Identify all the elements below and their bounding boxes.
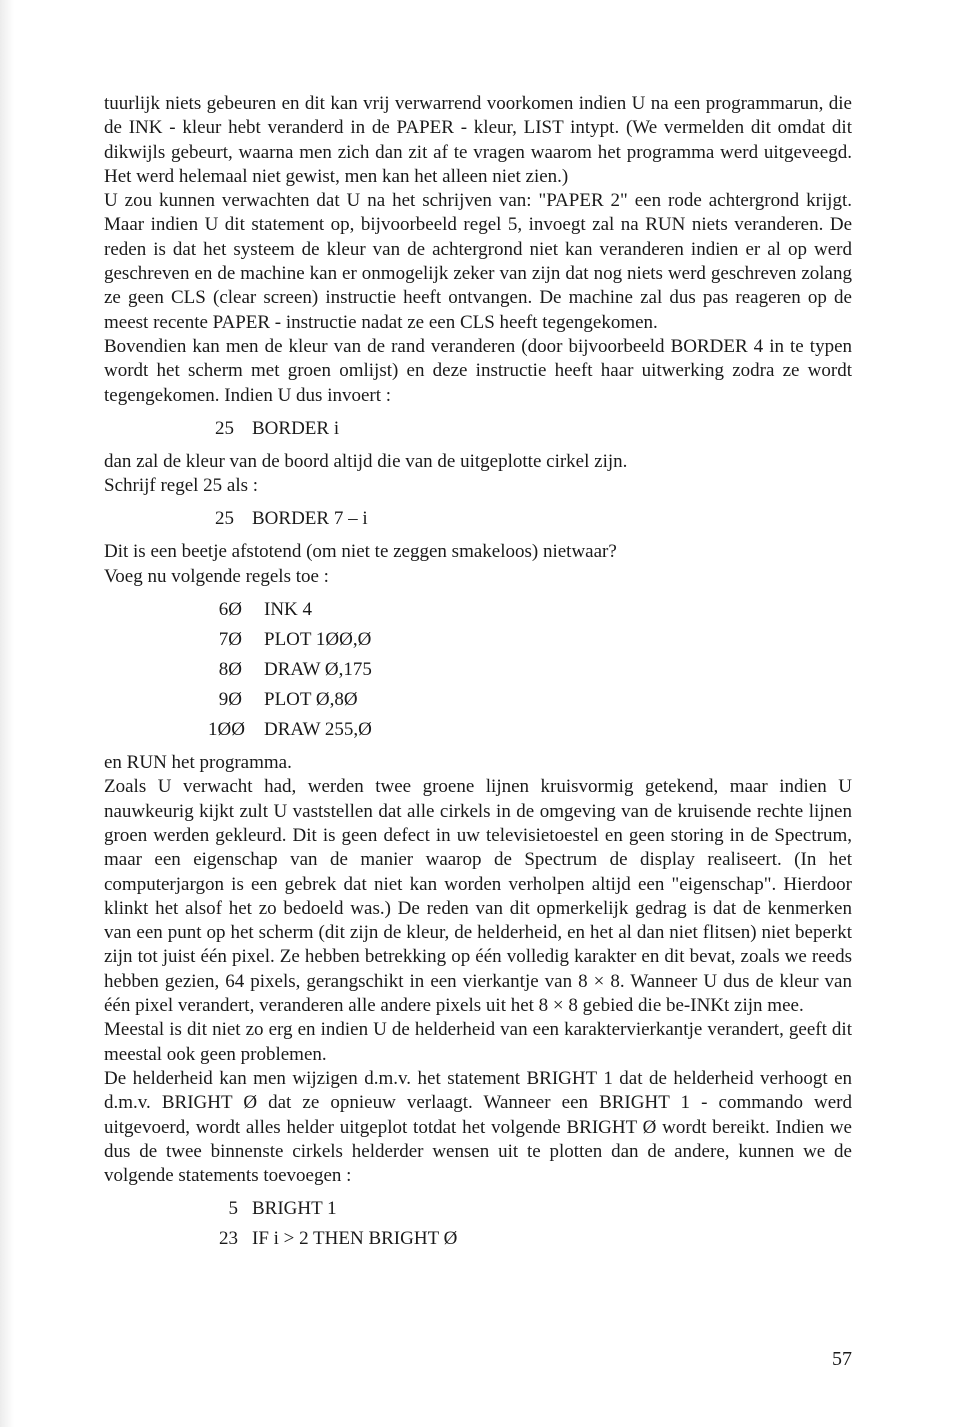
paragraph-2: U zou kunnen verwachten dat U na het schrijven van: "PAPER 2" een rode achtergrond krijgt. Maar indien U dit statement op, bijvoorbeeld regel 5, invoegt zal na RUN niets veranderen. De reden is dat het systeem de kleur van de achtergrond niet kan veranderen indien er al op werd geschreven en de machine kan er onmogelijk zeker van zijn dat nog niets werd geschreven zolang ze geen CLS (clear screen) instructie heeft ontvangen. De machine zal dus pas reageren op de meest recente PAPER - instructie nadat ze een CLS heeft tegengekomen. — [104, 190, 852, 333]
paragraph-5: Schrijf regel 25 als : — [104, 475, 259, 497]
code-line-number: 7Ø — [218, 629, 242, 651]
code-line — [104, 1194, 852, 1224]
code-block-border-7-i — [104, 504, 852, 534]
code-line-text: BORDER 7 – i — [252, 508, 368, 530]
code-block-border-i — [104, 414, 852, 444]
code-line-number: 23 — [219, 1228, 238, 1250]
code-line-number: 1ØØ — [208, 719, 245, 741]
code-line-text: DRAW Ø,175 — [264, 659, 372, 681]
paragraph-8: en RUN het programma. — [104, 752, 292, 774]
code-line-text: DRAW 255,Ø — [264, 719, 372, 741]
code-block-ink-plot-draw — [104, 595, 852, 745]
code-line — [104, 595, 852, 625]
paragraph-4: dan zal de kleur van de boord altijd die van de uitgeplotte cirkel zijn. — [104, 450, 628, 472]
code-line — [104, 625, 852, 655]
paragraph-10: Meestal is dit niet zo erg en indien U de helderheid van een karaktervierkantje verandert, geeft dit meestal ook geen problemen. — [104, 1019, 852, 1065]
code-line-number: 9Ø — [218, 689, 242, 711]
code-line-text: PLOT 1ØØ,Ø — [264, 629, 372, 651]
code-line-text: PLOT Ø,8Ø — [264, 689, 358, 711]
code-line-number: 5 — [228, 1198, 238, 1220]
code-line-text: BRIGHT 1 — [252, 1198, 337, 1220]
code-line-text: IF i > 2 THEN BRIGHT Ø — [252, 1228, 458, 1250]
paragraph-11: De helderheid kan men wijzigen d.m.v. het statement BRIGHT 1 dat de helderheid verhoogt en d.m.v. BRIGHT Ø dat ze opnieuw verlaagt. Wanneer een BRIGHT 1 - commando werd uitgevoerd, wordt alles helder uitgeplot totdat het volgende BRIGHT Ø wordt bereikt. Indien we dus de twee binnenste cirkels helderder wensen uit te plotten dan de andere, kunnen we de volgende statements toevoegen : — [104, 1067, 852, 1187]
code-line — [104, 655, 852, 685]
page-edge-shadow — [0, 0, 14, 1427]
paragraph-9: Zoals U verwacht had, werden twee groene lijnen kruisvormig getekend, maar indien U nauwkeurig kijkt zult U vaststellen dat alle cirkels in de omgeving van de kruisende rechte lijnen groen werden gekleurd. Dit is geen defect in uw televisietoestel en geen storing in de Spectrum, maar een eigenschap van de manier waarop de Spectrum de display realiseert. (In het computerjargon is een gebrek dat niet kan worden verholpen altijd een "eigenschap". Hierdoor klinkt het alsof het zo bedoeld was.) De reden van dit opmerkelijk gedrag is dat de kenmerken van een punt op het scherm (dit zijn de kleur, de helderheid, en het al dan niet flitsen) niet beperkt zijn tot juist één pixel. Ze hebben betrekking op één volledig karakter en dit bevat, zoals we reeds hebben gezien, 64 pixels, gerangschikt in een vierkantje van 8 × 8. Wanneer U dus de kleur van één pixel verandert, veranderen alle andere pixels uit het 8 × 8 gebied die be-INKt zijn mee. — [104, 776, 852, 1017]
code-line-number: 25 — [215, 508, 234, 530]
code-line — [104, 715, 852, 745]
code-line-number: 6Ø — [218, 599, 242, 621]
paragraph-7: Voeg nu volgende regels toe : — [104, 565, 329, 587]
paragraph-1: tuurlijk niets gebeuren en dit kan vrij verwarrend voorkomen indien U na een programmarun, die de INK - kleur hebt veranderd in de PAPER - kleur, LIST intypt. (We vermelden dit omdat dit dikwijls gebeurt, waarna men zich dan zit af te vragen waarom het programma werd uitgeveegd. Het werd helemaal niet gewist, men kan het alleen niet zien.) — [104, 93, 852, 187]
code-line — [104, 1224, 852, 1254]
page-body — [104, 92, 852, 1260]
page-number: 57 — [832, 1348, 852, 1370]
code-line-text: INK 4 — [264, 599, 313, 621]
code-line-text: BORDER i — [252, 417, 340, 439]
paragraph-6: Dit is een beetje afstotend (om niet te zeggen smakeloos) nietwaar? — [104, 541, 617, 563]
paragraph-3: Bovendien kan men de kleur van de rand veranderen (door bijvoorbeeld BORDER 4 in te typen wordt het scherm met groen omlijst) en deze instructie heeft haar uitwerking zodra ze wordt tegengekomen. Indien U dus invoert : — [104, 335, 852, 406]
code-line-number: 25 — [215, 417, 234, 439]
code-block-bright — [104, 1194, 852, 1254]
code-line — [104, 685, 852, 715]
code-line-number: 8Ø — [218, 659, 242, 681]
code-line — [104, 504, 852, 534]
code-line — [104, 414, 852, 444]
